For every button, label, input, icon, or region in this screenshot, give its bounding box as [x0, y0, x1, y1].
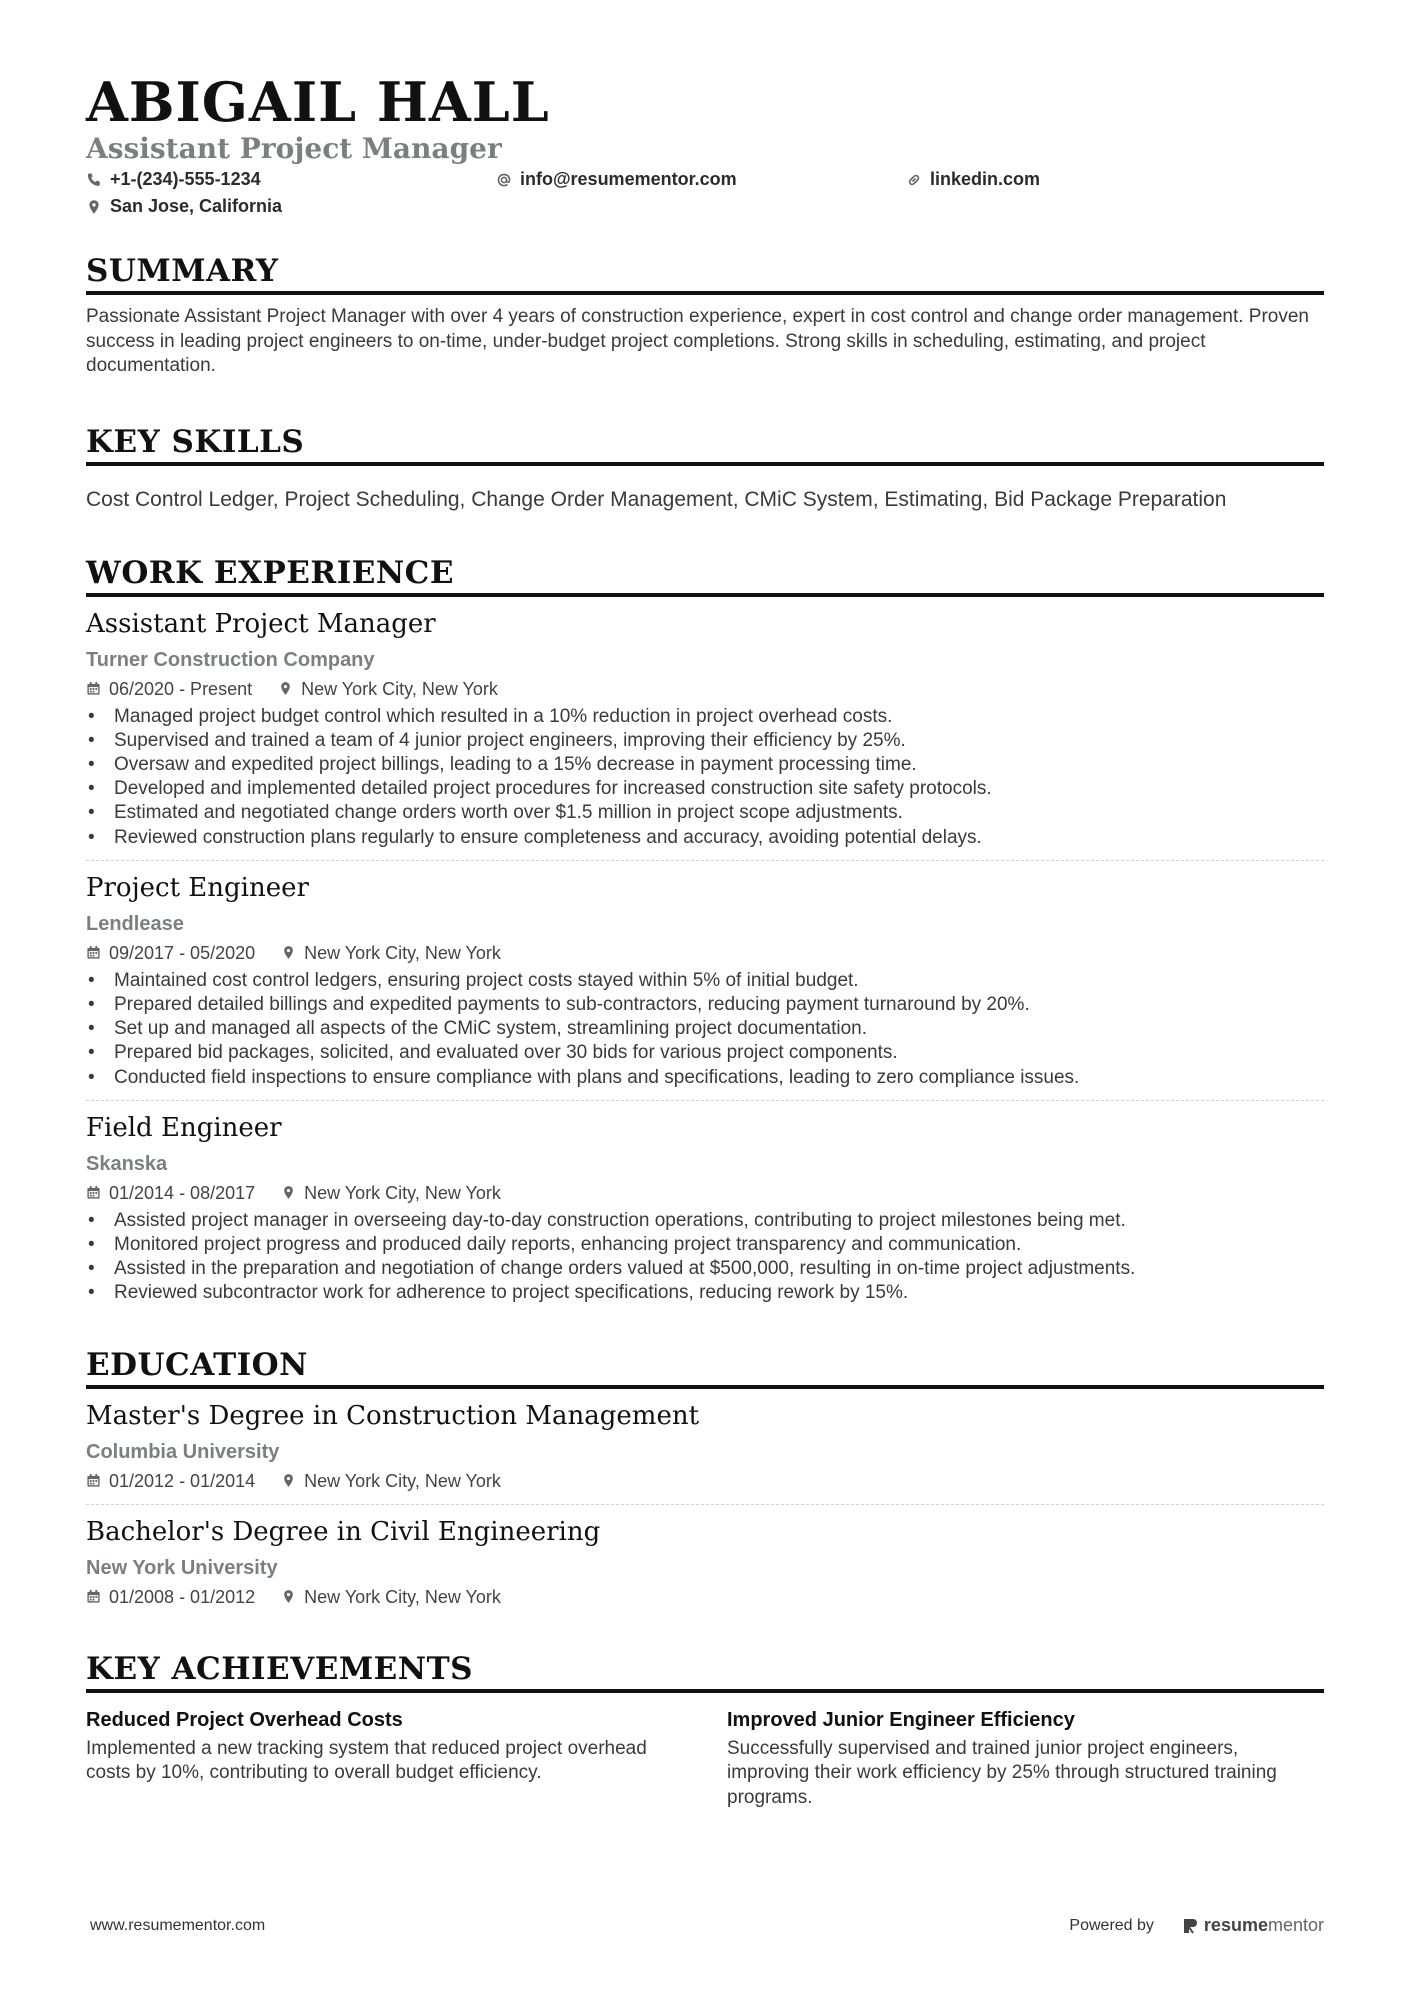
education-location [281, 1468, 501, 1494]
job-bullets [86, 705, 1324, 850]
at-icon [496, 172, 512, 188]
education-dates [86, 1468, 255, 1494]
map-pin-icon [86, 199, 102, 215]
brand-light: mentor [1267, 1915, 1324, 1935]
bullet-item: • Supervised and trained a team of 4 junior project engineers, improving their efficiency by 25%. [86, 729, 1324, 753]
education-entry [86, 1389, 1324, 1505]
powered-by-label: Powered by [1069, 1916, 1154, 1934]
job-bullets [86, 1209, 1324, 1306]
job-dates [86, 940, 255, 966]
job-location [281, 940, 501, 966]
skills-text: Cost Control Ledger, Project Scheduling, Change Order Management, CMiC System, Estimating, Bid Package Preparation [86, 487, 1227, 511]
job-location-text: New York City, New York [304, 942, 501, 963]
footer-website[interactable]: www.resumementor.com [90, 1916, 266, 1934]
bullet-item: • Assisted in the preparation and negotiation of change orders valued at $500,000, resulting in on-time project adjustments. [86, 1257, 1324, 1281]
bullet-item: • Maintained cost control ledgers, ensuring project costs stayed within 5% of initial budget. [86, 969, 1324, 993]
job-bullets [86, 969, 1324, 1090]
education-dates-text: 01/2008 - 01/2012 [109, 1586, 256, 1607]
skills-section [86, 423, 1324, 514]
education-location-text: New York City, New York [304, 1470, 501, 1491]
education-dates [86, 1584, 255, 1610]
map-pin-icon [281, 1185, 296, 1200]
education-meta [86, 1468, 1324, 1494]
job-meta [86, 940, 1324, 966]
calendar-icon [86, 1185, 101, 1200]
education-section [86, 1346, 1324, 1610]
bullet-item: • Reviewed subcontractor work for adherence to project specifications, reducing rework by 15%. [86, 1281, 1324, 1305]
job-company: Skanska [86, 1152, 168, 1175]
job-meta [86, 1180, 1324, 1206]
candidate-name: ABIGAIL HALL [86, 70, 550, 134]
bullet-item: • Oversaw and expedited project billings, leading to a 15% decrease in payment processing time. [86, 753, 1324, 777]
page-footer [90, 1915, 1324, 1936]
powered-by [1069, 1915, 1324, 1936]
link-icon [906, 172, 922, 188]
experience-section [86, 554, 1324, 1306]
contact-row-2 [86, 193, 1324, 220]
school-name: New York University [86, 1556, 278, 1579]
bullet-item: • Prepared bid packages, solicited, and evaluated over 30 bids for various project components. [86, 1041, 1324, 1065]
achievements-grid [86, 1707, 1324, 1811]
location-text: San Jose, California [110, 196, 283, 216]
map-pin-icon [281, 1473, 296, 1488]
calendar-icon [86, 1473, 101, 1488]
contact-link[interactable] [906, 169, 1040, 190]
job-location [278, 676, 498, 702]
achievement-title: Reduced Project Overhead Costs [86, 1708, 403, 1731]
achievements-section [86, 1650, 1324, 1811]
job-title: Field Engineer [86, 1112, 282, 1143]
contact-email[interactable] [496, 169, 906, 190]
bullet-item: • Reviewed construction plans regularly to ensure completeness and accuracy, avoiding potential delays. [86, 826, 1324, 850]
calendar-icon [86, 681, 101, 696]
calendar-icon [86, 1589, 101, 1604]
achievement-item [86, 1707, 683, 1811]
job-company: Lendlease [86, 912, 184, 935]
job-meta [86, 676, 1324, 702]
job-dates [86, 676, 252, 702]
job-dates-text: 06/2020 - Present [109, 678, 253, 699]
map-pin-icon [281, 1589, 296, 1604]
summary-section [86, 252, 1324, 379]
bullet-item: • Managed project budget control which resulted in a 10% reduction in project overhead costs. [86, 705, 1324, 729]
education-meta [86, 1584, 1324, 1610]
section-rule [86, 291, 1324, 295]
bullet-item: • Estimated and negotiated change orders worth over $1.5 million in project scope adjustments. [86, 801, 1324, 825]
summary-heading: SUMMARY [86, 253, 279, 289]
brand-bold: resume [1203, 1915, 1268, 1935]
job-title: Assistant Project Manager [86, 608, 436, 639]
section-rule [86, 1689, 1324, 1693]
resume-header [86, 72, 1324, 220]
summary-text: Passionate Assistant Project Manager with over 4 years of construction experience, expert in cost control and change order management. Proven success in leading project engineers to on-time, under-budget project completions. Strong skills in scheduling, estimating, and project documentation. [86, 306, 1309, 376]
email-text: info@resumementor.com [520, 169, 737, 189]
job-entry [86, 861, 1324, 1101]
experience-heading: WORK EXPERIENCE [86, 554, 454, 591]
job-dates-text: 01/2014 - 08/2017 [109, 1182, 256, 1203]
education-location [281, 1584, 501, 1610]
degree-title: Bachelor's Degree in Civil Engineering [86, 1516, 601, 1547]
bullet-item: • Set up and managed all aspects of the CMiC system, streamlining project documentation. [86, 1017, 1324, 1041]
section-rule [86, 462, 1324, 466]
job-company: Turner Construction Company [86, 648, 375, 671]
job-dates-text: 09/2017 - 05/2020 [109, 942, 256, 963]
education-location-text: New York City, New York [304, 1586, 501, 1607]
resumementor-logo-icon [1182, 1917, 1198, 1935]
phone-text: +1-(234)-555-1234 [110, 169, 261, 189]
achievement-text: Implemented a new tracking system that reduced project overhead costs by 10%, contributing to overall budget efficiency. [86, 1737, 647, 1784]
education-heading: EDUCATION [86, 1346, 308, 1383]
degree-title: Master's Degree in Construction Management [86, 1400, 700, 1431]
skills-heading: KEY SKILLS [86, 423, 305, 460]
job-location-text: New York City, New York [301, 678, 498, 699]
bullet-item: • Monitored project progress and produced daily reports, enhancing project transparency and communication. [86, 1233, 1324, 1257]
job-location-text: New York City, New York [304, 1182, 501, 1203]
school-name: Columbia University [86, 1440, 280, 1463]
map-pin-icon [281, 945, 296, 960]
job-location [281, 1180, 501, 1206]
achievements-heading: KEY ACHIEVEMENTS [86, 1650, 474, 1687]
phone-icon [86, 172, 102, 188]
job-title: Project Engineer [86, 872, 309, 903]
contact-location [86, 196, 282, 217]
contact-row-1 [86, 166, 1324, 193]
candidate-title: Assistant Project Manager [86, 132, 502, 165]
achievement-title: Improved Junior Engineer Efficiency [727, 1708, 1075, 1731]
brand-logo[interactable] [1182, 1915, 1324, 1936]
education-entry [86, 1505, 1324, 1610]
bullet-item: • Assisted project manager in overseeing day-to-day construction operations, contributing to project milestones being met. [86, 1209, 1324, 1233]
achievement-text: Successfully supervised and trained junior project engineers, improving their work efficiency by 25% through structured training programs. [727, 1737, 1277, 1808]
link-text: linkedin.com [930, 169, 1041, 189]
job-entry [86, 1101, 1324, 1306]
bullet-item: • Prepared detailed billings and expedited payments to sub-contractors, reducing payment turnaround by 20%. [86, 993, 1324, 1017]
achievement-item [727, 1707, 1324, 1811]
bullet-item: • Developed and implemented detailed project procedures for increased construction site safety protocols. [86, 777, 1324, 801]
education-dates-text: 01/2012 - 01/2014 [109, 1470, 256, 1491]
calendar-icon [86, 945, 101, 960]
job-entry [86, 597, 1324, 861]
map-pin-icon [278, 681, 293, 696]
contact-phone [86, 169, 496, 190]
job-dates [86, 1180, 255, 1206]
bullet-item: • Conducted field inspections to ensure compliance with plans and specifications, leading to zero compliance issues. [86, 1066, 1324, 1090]
